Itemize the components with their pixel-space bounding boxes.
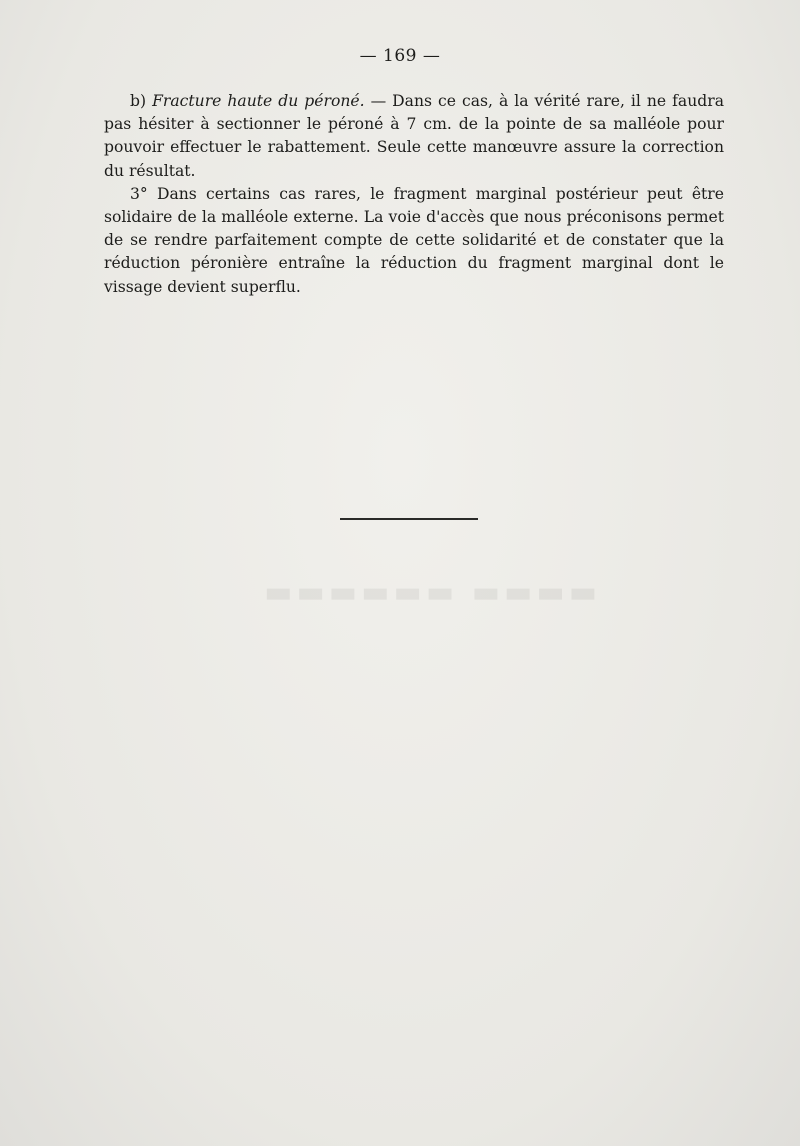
paragraph-text: — Dans ce cas, à la vérité rare, il ne faudra pas hésiter à sectionner le péroné à 7 cm. de la pointe de sa malléole pour pouvoir effectuer le rabattement. Seule cette manœuvre assure la correction du résultat. (104, 92, 724, 180)
paragraph-fragment-marginal (104, 183, 724, 299)
body-text (104, 90, 724, 299)
paragraph-text: 3° Dans certains cas rares, le fragment marginal postérieur peut être solidaire de la malléole externe. La voie d'accès que nous préconisons permet de se rendre parfaitement compte de cette solidarité et de constater que la réduction péronière entraîne la réduction du fragment marginal dont le vissage devient superflu. (104, 184, 724, 296)
paragraph-lead: b) (130, 92, 153, 110)
section-separator-rule (340, 518, 478, 520)
paragraph-lead-italic: Fracture haute du péroné. (152, 92, 365, 110)
page-number: — 169 — (359, 46, 441, 66)
paragraph-fracture-haute (104, 90, 724, 183)
bleed-through-decoration: ▬▬▬▬ ▬▬▬▬▬▬ (260, 575, 597, 610)
